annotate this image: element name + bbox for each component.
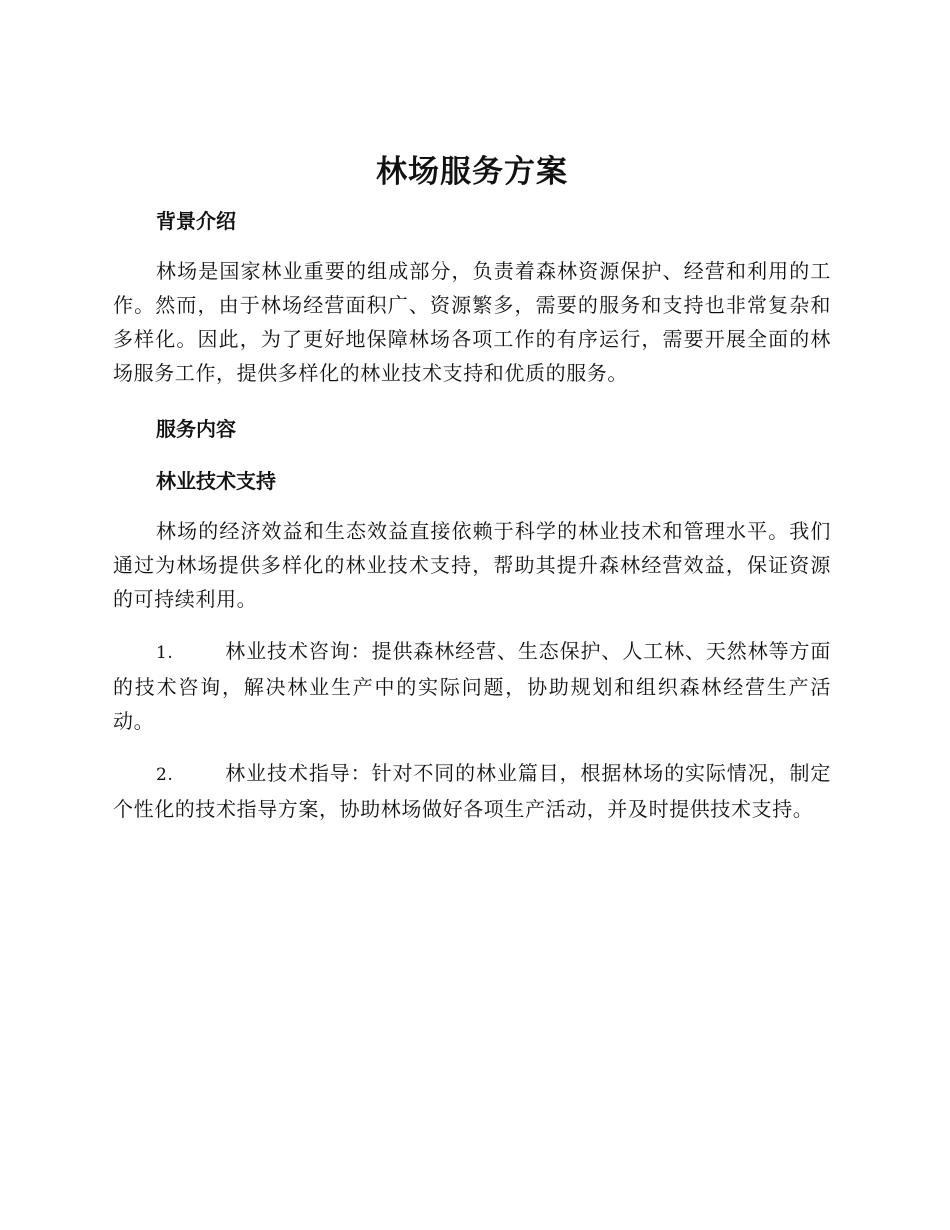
document-page <box>113 150 831 826</box>
service-content-heading: 服务内容 <box>156 417 236 441</box>
list-item-number: 2. <box>156 765 174 785</box>
background-heading: 背景介绍 <box>156 209 236 233</box>
list-item <box>113 756 831 826</box>
list-item <box>113 634 831 738</box>
list-item-number: 1. <box>156 643 174 663</box>
tech-support-heading: 林业技术支持 <box>156 469 276 493</box>
tech-support-paragraph: 林场的经济效益和生态效益直接依赖于科学的林业技术和管理水平。我们通过为林场提供多样化的林业技术支持，帮助其提升森林经营效益，保证资源的可持续利用。 <box>113 519 831 611</box>
background-paragraph: 林场是国家林业重要的组成部分，负责着森林资源保护、经营和利用的工作。然而，由于林场经营面积广、资源繁多，需要的服务和支持也非常复杂和多样化。因此，为了更好地保障林场各项工作的有序运行，需要开展全面的林场服务工作，提供多样化的林业技术支持和优质的服务。 <box>113 259 831 385</box>
list-item-text: 林业技术咨询：提供森林经营、生态保护、人工林、天然林等方面的技术咨询，解决林业生产中的实际问题，协助规划和组织森林经营生产活动。 <box>113 639 831 733</box>
list-item-text: 林业技术指导：针对不同的林业篇目，根据林场的实际情况，制定个性化的技术指导方案，协助林场做好各项生产活动，并及时提供技术支持。 <box>113 761 831 821</box>
document-title: 林场服务方案 <box>376 154 568 190</box>
